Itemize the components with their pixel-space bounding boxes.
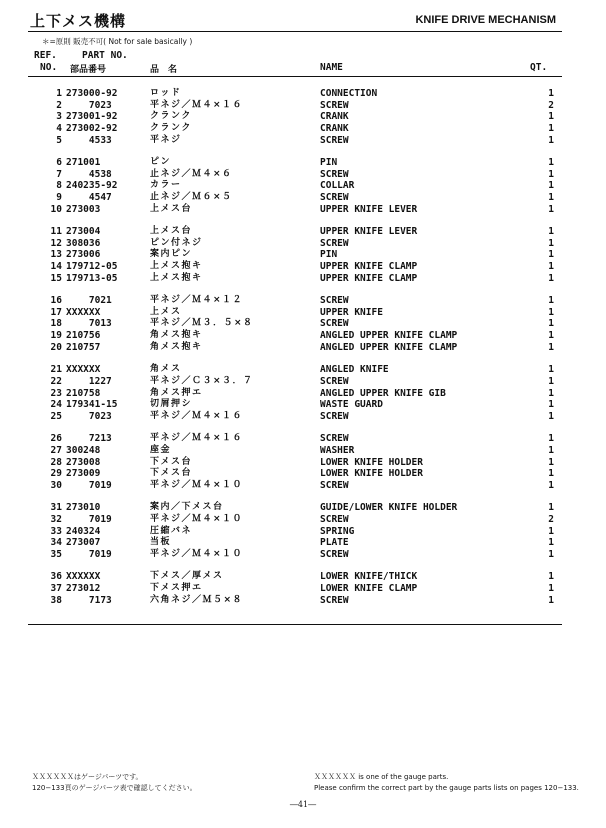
name-jp-cell: クランク [150,123,192,134]
name-jp-cell: ロッド [150,88,182,98]
qty-cell: 1 [548,479,554,491]
sale-note: ＊=原則 販売不可( Not for sale basically ) [42,37,193,46]
qty-cell: 1 [548,548,554,560]
table-row [0,226,606,238]
qty-cell: 1 [548,237,554,249]
part-number-cell: XXXXXX [66,364,101,376]
name-en-cell: ANGLED UPPER KNIFE GIB [320,387,446,399]
name-en-cell: CRANK [320,111,349,123]
qty-cell: 1 [548,88,554,99]
qty-cell: 1 [548,444,554,456]
name-jp-cell: 平ネジ／Ｍ４×１６ [150,433,244,444]
name-en-cell: PLATE [320,537,349,549]
name-en-cell: WASTE GUARD [320,399,383,411]
qty-cell: 1 [548,134,554,146]
page-title-en: KNIFE DRIVE MECHANISM [415,14,556,26]
table-row [0,411,606,423]
ref-cell: 16 [50,295,62,307]
qty-cell: 1 [548,261,554,273]
part-number-cell: 273012 [66,582,101,594]
qty-cell: 1 [548,111,554,123]
part-number-cell: 300248 [66,444,101,456]
ref-cell: 33 [50,525,62,537]
qty-cell: 1 [548,433,554,445]
qty-cell: 1 [548,168,554,180]
name-jp-cell: 平ネジ／Ｃ３×３．７ [150,375,254,386]
part-number-cell: 240324 [66,525,101,537]
ref-cell: 38 [50,594,62,606]
ref-cell: 6 [56,157,62,169]
qty-cell: 1 [548,157,554,169]
parts-list [0,88,606,606]
name-en-cell: WASHER [320,444,355,456]
ref-cell: 23 [50,387,62,399]
name-en-cell: UPPER KNIFE LEVER [320,203,418,215]
part-number-cell: 4547 [66,192,112,204]
name-jp-cell: カラー [150,180,182,191]
name-jp-cell: ピン [150,157,172,168]
ref-cell: 19 [50,330,62,342]
table-row [0,571,606,583]
name-en-cell: SCREW [320,237,349,249]
ref-cell: 24 [50,399,62,411]
name-en-cell: UPPER KNIFE LEVER [320,226,418,238]
table-row [0,157,606,169]
part-number-cell: 210757 [66,341,101,353]
name-en-cell: PIN [320,249,338,261]
part-number-cell: 4538 [66,168,112,180]
part-header-line1: PART NO. [82,50,128,61]
qty-cell: 1 [548,272,554,284]
footer-right-line1: ＸＸＸＸＸＸ is one of the gauge parts. [314,773,449,781]
ref-cell: 7 [56,168,62,180]
part-number-cell: 7023 [66,99,112,111]
ref-cell: 22 [50,375,62,387]
qty-cell: 1 [548,203,554,215]
name-en-cell: SCREW [320,594,349,606]
ref-cell: 30 [50,479,62,491]
name-jp-cell: 上メス [150,306,182,317]
table-row [0,595,606,607]
qty-cell: 1 [548,306,554,318]
part-number-cell: 273000-92 [66,88,118,99]
footer-left [32,772,197,794]
qty-cell: 1 [548,226,554,238]
part-number-cell: 7021 [66,295,112,307]
part-number-cell: 179341-15 [66,399,118,411]
name-en-cell: SCREW [320,513,349,525]
name-jp-cell: 平ネジ／Ｍ３．５×８ [150,318,254,329]
table-row [0,100,606,112]
table-row [0,307,606,319]
name-en-cell: SCREW [320,99,349,111]
qty-cell: 1 [548,295,554,307]
qty-cell: 1 [548,594,554,606]
name-en-cell: LOWER KNIFE/THICK [320,571,418,583]
ref-cell: 27 [50,444,62,456]
part-number-cell: 7019 [66,479,112,491]
qty-cell: 1 [548,410,554,422]
name-en-cell: UPPER KNIFE CLAMP [320,261,418,273]
ref-cell: 1 [56,88,62,99]
ref-cell: 37 [50,582,62,594]
name-jp-cell: 平ネジ／Ｍ４×１０ [150,479,244,490]
part-number-cell: 271001 [66,157,101,169]
qty-cell: 1 [548,192,554,204]
part-header-line2: 部品番号 [70,65,107,75]
bottom-rule [28,624,562,625]
name-en-cell: ANGLED UPPER KNIFE CLAMP [320,341,458,353]
ref-header-line2: NO. [40,62,58,73]
name-en-cell: SCREW [320,479,349,491]
name-jp-cell: 上メス台 [150,226,193,237]
name-jp-cell: 案内／下メス台 [150,502,224,513]
name-jp-cell: 座金 [150,444,172,455]
qty-cell: 1 [548,456,554,468]
name-jp-cell: 角メス抱キ [150,330,203,341]
footer-right [314,772,579,794]
part-number-cell: 308036 [66,237,101,249]
footer-left-line1: ＸＸＸＸＸＸはゲージパーツです。 [32,773,143,781]
ref-cell: 3 [56,111,62,123]
table-row [0,169,606,181]
part-number-cell: 273006 [66,249,101,261]
table-row [0,480,606,492]
name-jp-cell: 下メス／厚メス [150,571,224,582]
ref-cell: 34 [50,537,62,549]
name-en-cell: ANGLED UPPER KNIFE CLAMP [320,330,458,342]
table-row [0,433,606,445]
name-jp-cell: 下メス押エ [150,582,203,593]
table-row [0,583,606,595]
name-jp-cell: 平ネジ／Ｍ４×１６ [150,410,244,421]
table-row [0,526,606,538]
name-en-cell: GUIDE/LOWER KNIFE HOLDER [320,502,458,514]
name-jp-cell: 切屑押シ [150,399,193,410]
name-jp-cell: 上メス台 [150,203,193,214]
ref-cell: 32 [50,513,62,525]
name-en-cell: LOWER KNIFE CLAMP [320,582,418,594]
qty-cell: 1 [548,468,554,480]
name-jp-cell: 圧縮バネ [150,525,193,536]
name-en-cell: ANGLED KNIFE [320,364,389,376]
name-jp-cell: 止ネジ／Ｍ４×６ [150,168,233,179]
name-en-cell: SPRING [320,525,355,537]
ref-cell: 25 [50,410,62,422]
table-row [0,135,606,147]
name-jp-cell: ピン付ネジ [150,237,203,248]
part-number-cell: 7013 [66,318,112,330]
table-row [0,238,606,250]
name-en-cell: SCREW [320,375,349,387]
name-jp-cell: 角メス抱キ [150,341,203,352]
ref-cell: 36 [50,571,62,583]
part-number-cell: 4533 [66,134,112,146]
part-number-cell: 7019 [66,513,112,525]
ref-cell: 9 [56,192,62,204]
ref-cell: 21 [50,364,62,376]
part-number-cell: 7173 [66,594,112,606]
name-jp-cell: 平ネジ／Ｍ４×１６ [150,99,244,110]
table-row [0,445,606,457]
name-en-cell: UPPER KNIFE CLAMP [320,272,418,284]
name-jp-cell: 下メス台 [150,456,193,467]
page-title-jp: 上下メス機構 [30,12,127,30]
part-number-cell: 273007 [66,537,101,549]
ref-cell: 35 [50,548,62,560]
qty-cell: 1 [548,375,554,387]
table-row [0,88,606,100]
table-row [0,388,606,400]
table-row [0,111,606,123]
name-jp-cell: 当板 [150,537,172,548]
table-row [0,399,606,411]
part-number-cell: 240235-92 [66,180,118,192]
part-number-cell: XXXXXX [66,571,101,583]
ref-header-line1: REF. [34,50,57,61]
qty-cell: 1 [548,502,554,514]
ref-cell: 29 [50,468,62,480]
table-row [0,318,606,330]
table-row [0,549,606,561]
table-row [0,261,606,273]
table-row [0,204,606,216]
name-en-cell: SCREW [320,410,349,422]
name-jp-cell: 上メス抱キ [150,261,203,272]
name-jp-header: 品 名 [150,65,178,75]
qty-cell: 1 [548,180,554,192]
ref-cell: 2 [56,99,62,111]
name-en-cell: SCREW [320,134,349,146]
part-number-cell: 273009 [66,468,101,480]
ref-cell: 10 [50,203,62,215]
name-en-cell: SCREW [320,548,349,560]
qty-cell: 1 [548,249,554,261]
name-jp-cell: 案内ピン [150,249,193,260]
name-en-cell: SCREW [320,295,349,307]
table-row [0,537,606,549]
name-jp-cell: 下メス台 [150,468,193,479]
ref-cell: 17 [50,306,62,318]
ref-cell: 11 [50,226,62,238]
qty-cell: 1 [548,571,554,583]
ref-cell: 28 [50,456,62,468]
table-row [0,273,606,285]
table-row [0,330,606,342]
ref-cell: 15 [50,272,62,284]
name-en-cell: LOWER KNIFE HOLDER [320,456,423,468]
ref-cell: 20 [50,341,62,353]
part-number-cell: 7023 [66,410,112,422]
name-en-cell: PIN [320,157,338,169]
name-en-cell: SCREW [320,192,349,204]
table-row [0,364,606,376]
ref-cell: 8 [56,180,62,192]
name-jp-cell: 角メス [150,364,182,375]
name-en-cell: LOWER KNIFE HOLDER [320,468,423,480]
ref-cell: 13 [50,249,62,261]
header-rule [28,76,562,77]
name-en-cell: CRANK [320,123,349,135]
qty-cell: 1 [548,330,554,342]
part-number-cell: 273008 [66,456,101,468]
part-number-cell: XXXXXX [66,306,101,318]
name-en-cell: UPPER KNIFE [320,306,383,318]
qty-cell: 1 [548,341,554,353]
name-jp-cell: 上メス抱キ [150,272,203,283]
qty-cell: 1 [548,387,554,399]
name-jp-cell: 平ネジ [150,134,182,145]
qty-cell: 1 [548,318,554,330]
ref-cell: 4 [56,123,62,135]
qty-cell: 1 [548,399,554,411]
qty-cell: 1 [548,525,554,537]
table-row [0,468,606,480]
top-rule [28,31,562,32]
part-number-cell: 179712-05 [66,261,118,273]
part-number-cell: 273004 [66,226,101,238]
name-en-header: NAME [320,62,343,73]
table-row [0,192,606,204]
name-en-cell: SCREW [320,433,349,445]
qty-cell: 2 [548,99,554,111]
name-jp-cell: 平ネジ／Ｍ４×１０ [150,513,244,524]
table-row [0,514,606,526]
page-number: ―41― [289,800,317,809]
part-number-cell: 1227 [66,375,112,387]
ref-cell: 31 [50,502,62,514]
name-en-cell: COLLAR [320,180,355,192]
name-en-cell: SCREW [320,318,349,330]
footer-left-line2: 120−133頁のゲージパーツ表で確認してください。 [32,784,197,792]
qty-cell: 1 [548,123,554,135]
qty-cell: 1 [548,364,554,376]
table-row [0,123,606,135]
table-row [0,180,606,192]
part-number-cell: 7019 [66,548,112,560]
part-number-cell: 179713-05 [66,272,118,284]
name-en-cell: SCREW [320,168,349,180]
name-jp-cell: 角メス押エ [150,387,203,398]
name-jp-cell: クランク [150,111,192,122]
table-row [0,249,606,261]
ref-cell: 26 [50,433,62,445]
name-en-cell: CONNECTION [320,88,378,99]
part-number-cell: 273003 [66,203,101,215]
ref-cell: 5 [56,134,62,146]
ref-cell: 18 [50,318,62,330]
qty-cell: 1 [548,582,554,594]
part-number-cell: 273002-92 [66,123,118,135]
qty-header: QT. [530,62,548,73]
part-number-cell: 273001-92 [66,111,118,123]
table-row [0,502,606,514]
name-jp-cell: 平ネジ／Ｍ４×１０ [150,548,244,559]
table-row [0,457,606,469]
ref-cell: 14 [50,261,62,273]
part-number-cell: 273010 [66,502,101,514]
table-row [0,342,606,354]
table-row [0,295,606,307]
table-row [0,376,606,388]
ref-cell: 12 [50,237,62,249]
name-jp-cell: 六角ネジ／Ｍ５×８ [150,594,244,605]
footer-right-line2: Please confirm the correct part by the gauge parts lists on pages 120−133. [314,784,579,792]
part-number-cell: 210758 [66,387,101,399]
name-jp-cell: 止ネジ／Ｍ６×５ [150,192,233,203]
name-jp-cell: 平ネジ／Ｍ４×１２ [150,295,244,306]
part-number-cell: 7213 [66,433,112,445]
part-number-cell: 210756 [66,330,101,342]
qty-cell: 1 [548,537,554,549]
qty-cell: 2 [548,513,554,525]
